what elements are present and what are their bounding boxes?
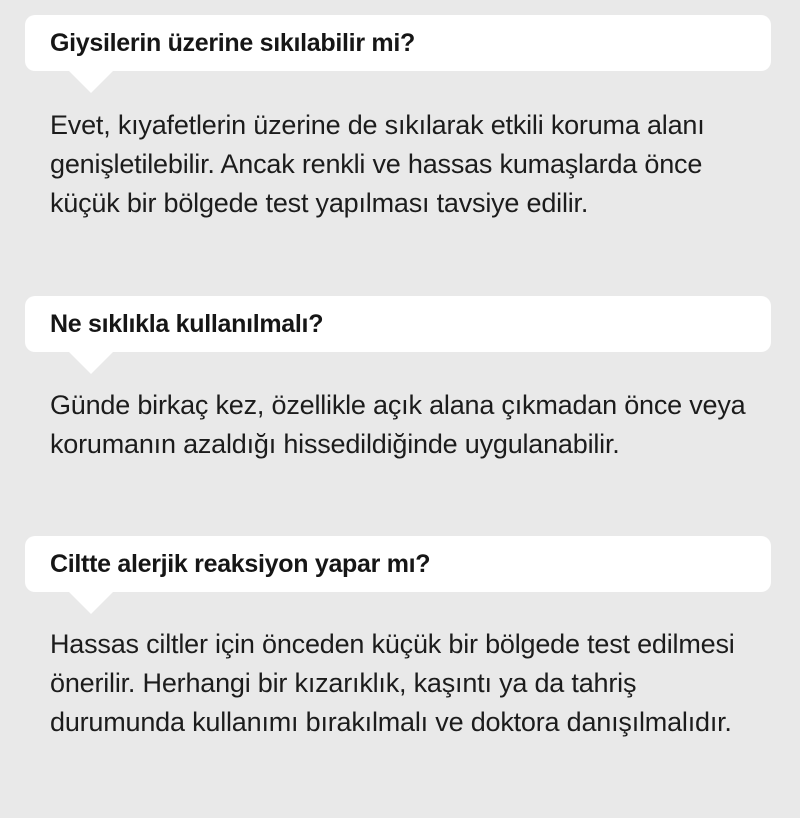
faq-question-text: Giysilerin üzerine sıkılabilir mi? xyxy=(50,28,415,57)
faq-answer-3: Hassas ciltler için önceden küçük bir bölgede test edilmesi önerilir. Herhangi bir kızarıklık, kaşıntı ya da tahriş durumunda kullanımı bırakılmalı ve doktora danışılmalıdır. xyxy=(50,629,735,737)
faq-question-2 xyxy=(25,296,771,352)
faq-answer-2: Günde birkaç kez, özellikle açık alana çıkmadan önce veya korumanın azaldığı hissedildiğinde uygulanabilir. xyxy=(50,390,746,459)
faq-question-1 xyxy=(25,15,771,71)
faq-question-text: Ciltte alerjik reaksiyon yapar mı? xyxy=(50,549,431,578)
faq-question-text: Ne sıklıkla kullanılmalı? xyxy=(50,309,324,338)
faq-answer-1: Evet, kıyafetlerin üzerine de sıkılarak etkili koruma alanı genişletilebilir. Ancak renkli ve hassas kumaşlarda önce küçük bir bölgede test yapılması tavsiye edilir. xyxy=(50,110,705,218)
faq-question-3 xyxy=(25,536,771,592)
